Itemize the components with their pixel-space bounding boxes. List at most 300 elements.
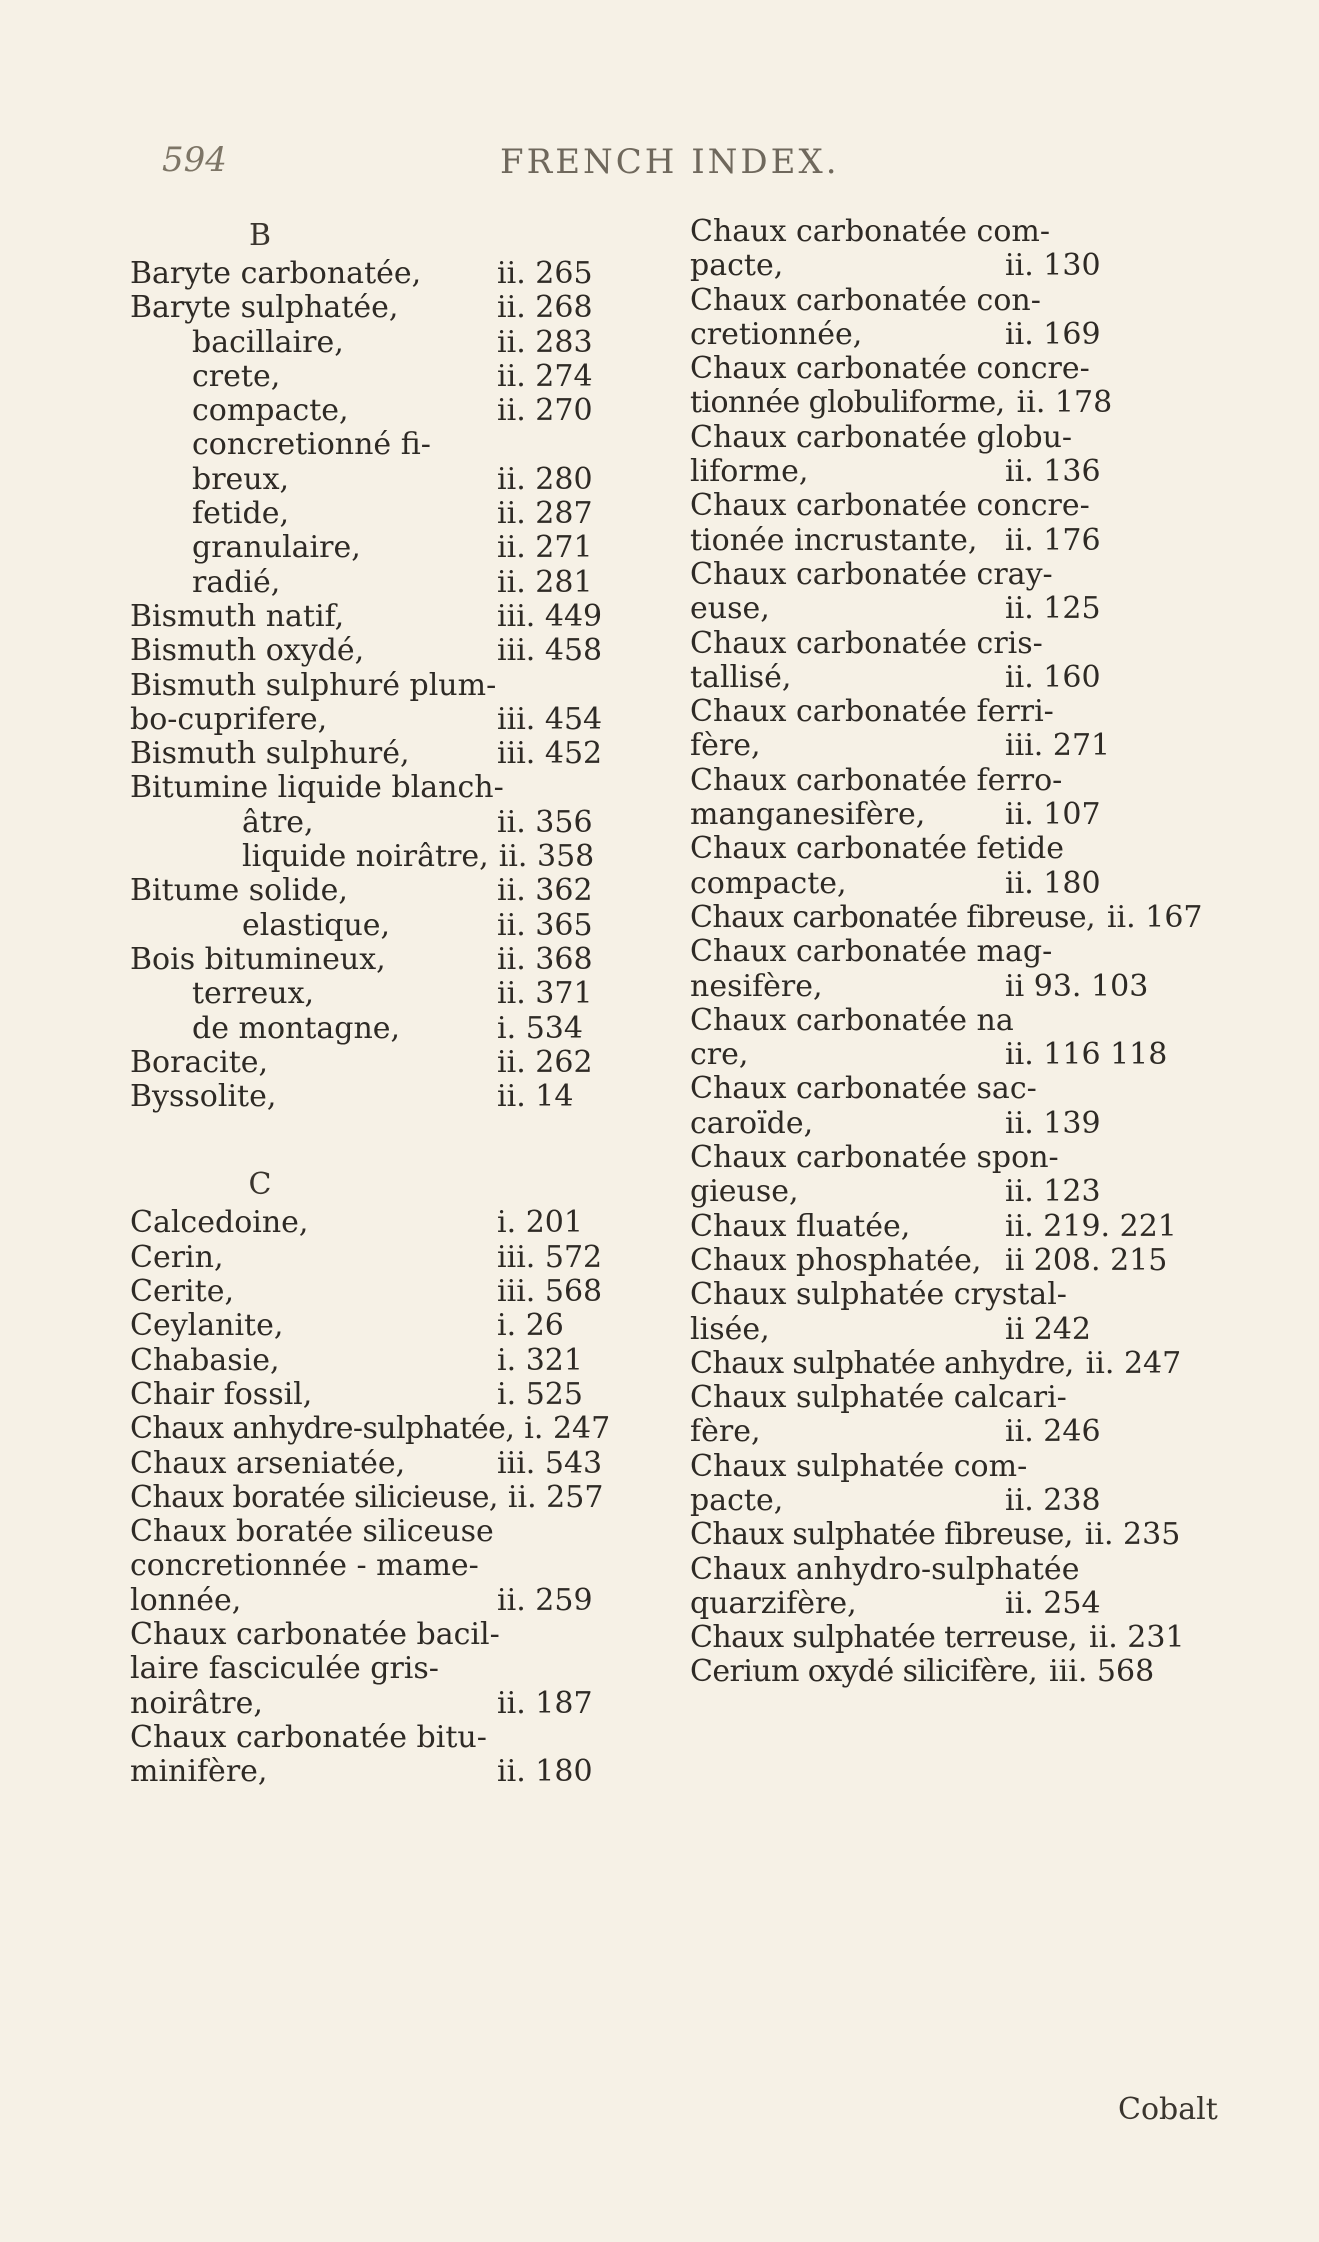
index-entry [690,1313,1230,1347]
section-letter: B [248,218,272,253]
entry-term: cre, [690,1037,749,1073]
entry-volume: iii. [1005,728,1044,764]
entry-term: Chaux anhydro-sulphatée [690,1551,1080,1587]
entry-term: Bitume solide, [130,873,348,909]
entry-term: granulaire, [192,530,361,566]
index-entry [690,1175,1230,1209]
index-entry [130,874,670,908]
entry-page: 543 [544,1445,603,1481]
entry-reference [497,1046,593,1080]
entry-volume: ii. [497,1079,526,1115]
entry-term: Chaux sulphatée anhydre, [690,1345,1074,1381]
index-entry [130,840,670,874]
entry-term: Chaux boratée silicieuse, [130,1479,498,1515]
index-entry [690,1518,1230,1552]
entry-volume: ii. [507,1479,537,1515]
entry-page: 452 [544,736,603,772]
entry-term: Cerin, [130,1239,224,1275]
entry-reference [497,1447,602,1481]
entry-volume: ii. [1005,1105,1034,1141]
entry-reference [1005,661,1101,695]
entry-reference [1005,1415,1101,1449]
index-entry [690,1278,1230,1312]
entry-term: Chaux carbonatée bacil- [130,1616,500,1652]
entry-page: 219. [1043,1208,1111,1244]
entry-term: Chaux carbonatée con- [690,282,1041,318]
entry-page: 176 [1043,522,1101,558]
index-entry [130,737,670,771]
entry-reference [1049,1655,1154,1689]
entry-reference [1005,1107,1101,1141]
index-entry [690,1587,1230,1621]
index-entry [130,360,670,394]
entry-page: 246 [1043,1414,1101,1450]
entry-reference [1017,386,1113,420]
entry-term: lisée, [690,1311,770,1347]
index-entry [130,1046,670,1080]
entry-page: 270 [535,393,593,429]
entry-volume: ii. [1005,865,1034,901]
entry-volume: ii. [497,256,526,291]
entry-page: 568 [544,1274,603,1310]
entry-volume: iii. [497,1239,536,1275]
entry-page: 356 [535,804,593,840]
entry-reference [1005,867,1101,901]
entry-page-extra: 103 [1091,968,1149,1004]
entry-volume: iii. [497,736,536,772]
entry-term: Chaux sulphatée crystal- [690,1277,1067,1313]
index-entry [130,497,670,531]
entry-page: 254 [1043,1585,1101,1621]
entry-reference [1005,729,1110,763]
index-entry [690,558,1230,592]
index-entry [690,1107,1230,1141]
index-entry [130,1275,670,1309]
index-entry [130,1755,670,1789]
entry-reference [497,463,593,497]
entry-reference [1005,970,1148,1004]
index-entry [690,970,1230,1004]
entry-page: 136 [1043,454,1101,490]
entry-term: Chaux carbonatée sac- [690,1071,1037,1107]
entry-volume: i. [497,1342,517,1378]
index-entry [690,1450,1230,1484]
entry-volume: i. [497,1010,517,1046]
entry-term: Chaux phosphatée, [690,1242,982,1278]
index-entry [690,1484,1230,1518]
entry-page: 259 [535,1582,593,1618]
entry-reference [1005,798,1101,832]
entry-page: 139 [1043,1105,1101,1141]
index-entry [130,291,670,325]
index-entry [130,1012,670,1046]
entry-page: 130 [1043,248,1101,284]
index-entry [130,1241,670,1275]
entry-volume: iii. [497,1274,536,1310]
index-entry [130,703,670,737]
index-entry [690,592,1230,626]
entry-term: concretionné fi- [192,427,431,463]
index-entry [130,1412,670,1446]
entry-page: 180 [1043,865,1101,901]
entry-reference [497,1344,583,1378]
entry-reference [1005,1175,1101,1209]
entry-volume: ii. [498,839,528,875]
entry-reference [497,1275,602,1309]
entry-term: Chaux carbonatée ferro- [690,762,1063,798]
entry-term: Chaux carbonatée concre- [690,351,1090,387]
index-entry [690,386,1230,420]
entry-term: Chaux carbonatée na [690,1002,1014,1038]
entry-page: 365 [535,907,593,943]
entry-term: Chaux carbonatée ferri- [690,694,1054,730]
entry-page: 257 [546,1479,604,1515]
entry-page-extra: 118 [1110,1037,1168,1073]
entry-page: 201 [525,1205,583,1241]
entry-term: Ceylanite, [130,1308,284,1344]
index-entry [130,1687,670,1721]
entry-term: Cerite, [130,1274,234,1310]
index-entry [130,600,670,634]
entry-reference [497,566,593,600]
entry-term: Chaux carbonatée fibreuse, [690,899,1095,935]
index-entry [130,806,670,840]
entry-reference [497,737,602,771]
entry-volume: ii. [497,290,526,326]
index-entry [690,421,1230,455]
entry-page: 265 [535,256,593,291]
entry-term: Chaux carbonatée cris- [690,625,1043,661]
index-entry [690,352,1230,386]
entry-reference [497,703,602,737]
entry-volume: ii. [497,1582,526,1618]
index-entry [130,463,670,497]
index-entry [130,1584,670,1618]
entry-page: 368 [535,941,593,977]
index-entry [690,832,1230,866]
entry-page: 208. [1033,1242,1101,1278]
entry-term: Byssolite, [130,1079,277,1115]
entry-term: Chaux carbonatée cray- [690,556,1053,592]
index-entry [690,1141,1230,1175]
entry-page: 26 [525,1308,564,1344]
entry-volume: ii. [1005,1174,1034,1210]
entry-term: fetide, [192,496,290,532]
entry-reference [497,394,593,428]
entry-term: bacillaire, [192,324,344,360]
entry-reference [1005,318,1101,352]
entry-term: Chaux carbonatée com- [690,214,1050,249]
index-entry [690,935,1230,969]
entry-term: Chaux sulphatée fibreuse, [690,1517,1073,1553]
entry-volume: ii. [1005,522,1034,558]
entry-page: 167 [1145,899,1203,935]
entry-term: gieuse, [690,1174,799,1210]
index-entry [690,695,1230,729]
index-column-right [690,215,1230,1690]
entry-reference [1005,455,1101,489]
index-entry [130,1378,670,1412]
index-entry [130,1080,670,1114]
entry-term: tionée incrustante, [690,522,978,558]
entry-term: nesifère, [690,968,823,1004]
entry-volume: iii. [497,598,536,634]
entry-term: fère, [690,1414,761,1450]
entry-volume: iii. [1049,1654,1088,1690]
entry-reference [497,257,593,291]
entry-volume: ii. [497,907,526,943]
entry-volume: ii. [497,873,526,909]
entry-term: pacte, [690,1482,784,1518]
entry-volume: i. [524,1411,544,1447]
index-entry [130,1206,670,1240]
index-entry [690,215,1230,249]
entry-page: 231 [1127,1620,1185,1656]
entry-page: 358 [536,839,595,875]
entry-page: 525 [525,1376,583,1412]
entry-term: compacte, [192,393,349,429]
entry-term: Bismuth sulphuré, [130,736,410,772]
entry-volume: ii. [497,324,526,360]
entry-term: Chaux carbonatée concre- [690,488,1090,524]
entry-page: 262 [535,1044,593,1080]
entry-volume: ii. [1005,659,1034,695]
entry-page: 449 [544,598,603,634]
entry-term: Calcedoine, [130,1205,309,1241]
entry-reference [499,840,595,874]
index-entry [690,284,1230,318]
entry-page: 534 [525,1010,583,1046]
entry-term: elastique, [242,907,391,943]
entry-reference [497,1378,583,1412]
index-entry [690,729,1230,763]
index-entry [130,943,670,977]
entry-term: Chaux boratée siliceuse [130,1514,494,1550]
entry-volume: ii. [1005,1482,1034,1518]
index-entry [690,1244,1230,1278]
entry-volume: ii. [497,564,526,600]
index-entry [690,455,1230,489]
entry-page: 568 [1096,1654,1155,1690]
index-entry [130,326,670,360]
entry-reference [497,1012,583,1046]
entry-volume: ii. [1005,1037,1034,1073]
entry-page: 93. [1033,968,1082,1004]
index-entry [130,394,670,428]
index-entry [690,1347,1230,1381]
entry-term: quarzifère, [690,1585,857,1621]
running-head: FRENCH INDEX. [500,142,840,182]
index-entry [130,669,670,703]
entry-term: laire fasciculée gris- [130,1651,439,1687]
entry-reference [497,874,593,908]
section-letter: C [248,1167,272,1203]
entry-page: 160 [1043,659,1101,695]
entry-page: 178 [1054,385,1113,421]
entry-volume: ii. [1085,1345,1115,1381]
entry-term: Chaux arseniatée, [130,1445,406,1481]
entry-reference [497,1241,602,1275]
index-entry [690,627,1230,661]
entry-page: 14 [535,1079,574,1115]
entry-volume: ii. [497,461,526,497]
entry-term: pacte, [690,248,784,284]
index-entry [690,1381,1230,1415]
index-entry [130,1549,670,1583]
entry-page: 247 [552,1411,611,1447]
index-entry [690,1210,1230,1244]
entry-term: de montagne, [192,1010,401,1046]
entry-reference [524,1412,610,1446]
entry-volume: ii. [1084,1517,1114,1553]
entry-volume: i. [497,1308,517,1344]
index-entry [130,1618,670,1652]
entry-page: 169 [1043,316,1101,352]
entry-term: fère, [690,728,761,764]
entry-volume: ii. [1005,454,1034,490]
entry-term: breux, [192,461,290,497]
index-entry [130,1309,670,1343]
entry-volume: iii. [497,633,536,669]
entry-term: lonnée, [130,1582,242,1618]
entry-term: Chair fossil, [130,1376,313,1412]
entry-page: 116 [1043,1037,1101,1073]
entry-volume: ii [1005,968,1025,1004]
entry-volume: ii. [1005,1208,1034,1244]
entry-reference [497,531,593,565]
entry-volume: ii. [1005,1585,1034,1621]
entry-reference [497,1687,593,1721]
entry-volume: ii. [497,358,526,394]
index-entry [690,489,1230,523]
entry-page: 281 [535,564,593,600]
entry-page: 235 [1123,1517,1181,1553]
entry-term: Chaux carbonatée spon- [690,1140,1059,1176]
index-entry [130,1652,670,1686]
index-entry [130,1515,670,1549]
entry-term: Bismuth oxydé, [130,633,365,669]
index-entry [690,524,1230,558]
catchword: Cobalt [1118,2092,1218,2127]
index-entry [690,1655,1230,1689]
entry-volume: ii. [1106,899,1136,935]
entry-term: Chaux carbonatée bitu- [130,1719,487,1755]
entry-term: Chaux carbonatée globu- [690,419,1073,455]
entry-term: Chaux fluatée, [690,1208,911,1244]
entry-term: manganesifère, [690,797,926,833]
entry-reference [1089,1621,1185,1655]
entry-term: bo-cuprifere, [130,701,328,737]
index-entry [130,1481,670,1515]
entry-volume: ii. [1016,385,1046,421]
entry-term: Chaux sulphatée com- [690,1448,1028,1484]
index-entry [690,1038,1230,1072]
entry-term: liforme, [690,454,809,490]
entry-volume: ii. [1005,1414,1034,1450]
entry-page: 107 [1043,797,1101,833]
entry-reference [1085,1518,1181,1552]
index-entry [130,1721,670,1755]
entry-volume: iii. [497,701,536,737]
entry-reference [1005,1210,1177,1244]
entry-volume: ii. [497,1685,526,1721]
page-number: 594 [162,140,227,180]
entry-reference [1005,1313,1091,1347]
index-entry [130,257,670,291]
index-entry [130,428,670,462]
entry-term: noirâtre, [130,1685,263,1721]
entry-term: euse, [690,591,770,627]
index-entry [690,1415,1230,1449]
entry-volume: ii. [497,496,526,532]
index-entry [690,1621,1230,1655]
entry-term: Chaux carbonatée fetide [690,831,1065,867]
entry-reference [497,1309,564,1343]
entry-term: Bismuth sulphuré plum- [130,667,497,703]
entry-term: minifère, [130,1754,268,1790]
index-entry [690,661,1230,695]
entry-volume: ii. [1005,797,1034,833]
entry-page: 283 [535,324,593,360]
entry-page: 572 [544,1239,603,1275]
entry-reference [497,1755,593,1789]
entry-volume: ii. [497,393,526,429]
entry-term: tionnée globuliforme, [690,385,1005,421]
entry-reference [497,1584,593,1618]
entry-page: 187 [535,1685,593,1721]
entry-term: Chaux carbonatée mag- [690,934,1053,970]
index-entry [130,566,670,600]
entry-reference [1005,1038,1167,1072]
index-entry [130,977,670,1011]
entry-volume: ii [1005,1311,1025,1347]
entry-volume: ii. [497,976,526,1012]
entry-term: Bismuth natif, [130,598,345,634]
entry-page: 274 [535,358,593,394]
entry-term: terreux, [192,976,315,1012]
entry-page-extra: 215 [1110,1242,1168,1278]
entry-reference [1107,901,1203,935]
entry-reference [497,806,593,840]
entry-volume: ii. [1089,1620,1118,1656]
entry-reference [497,634,602,668]
entry-page-extra: 221 [1119,1208,1177,1244]
entry-volume: ii. [497,941,526,977]
index-entry [690,867,1230,901]
entry-term: crete, [192,358,281,394]
entry-term: Baryte carbonatée, [130,256,422,291]
entry-reference [497,1080,573,1114]
entry-reference [1005,1587,1101,1621]
index-entry [130,909,670,943]
entry-page: 454 [544,701,603,737]
entry-reference [1086,1347,1182,1381]
entry-page: 271 [535,530,593,566]
entry-page: 280 [535,461,593,497]
index-entry [130,531,670,565]
entry-reference [497,943,593,977]
index-entry [690,1553,1230,1587]
entry-page: 458 [544,633,603,669]
entry-term: concretionnée - mame- [130,1548,479,1584]
entry-term: Bois bitumineux, [130,941,386,977]
entry-term: Bitumine liquide blanch- [130,770,504,806]
entry-volume: ii. [497,1754,526,1790]
entry-reference [1005,1484,1101,1518]
entry-page: 180 [535,1754,593,1790]
entry-term: tallisé, [690,659,792,695]
entry-volume: ii. [1005,316,1034,352]
